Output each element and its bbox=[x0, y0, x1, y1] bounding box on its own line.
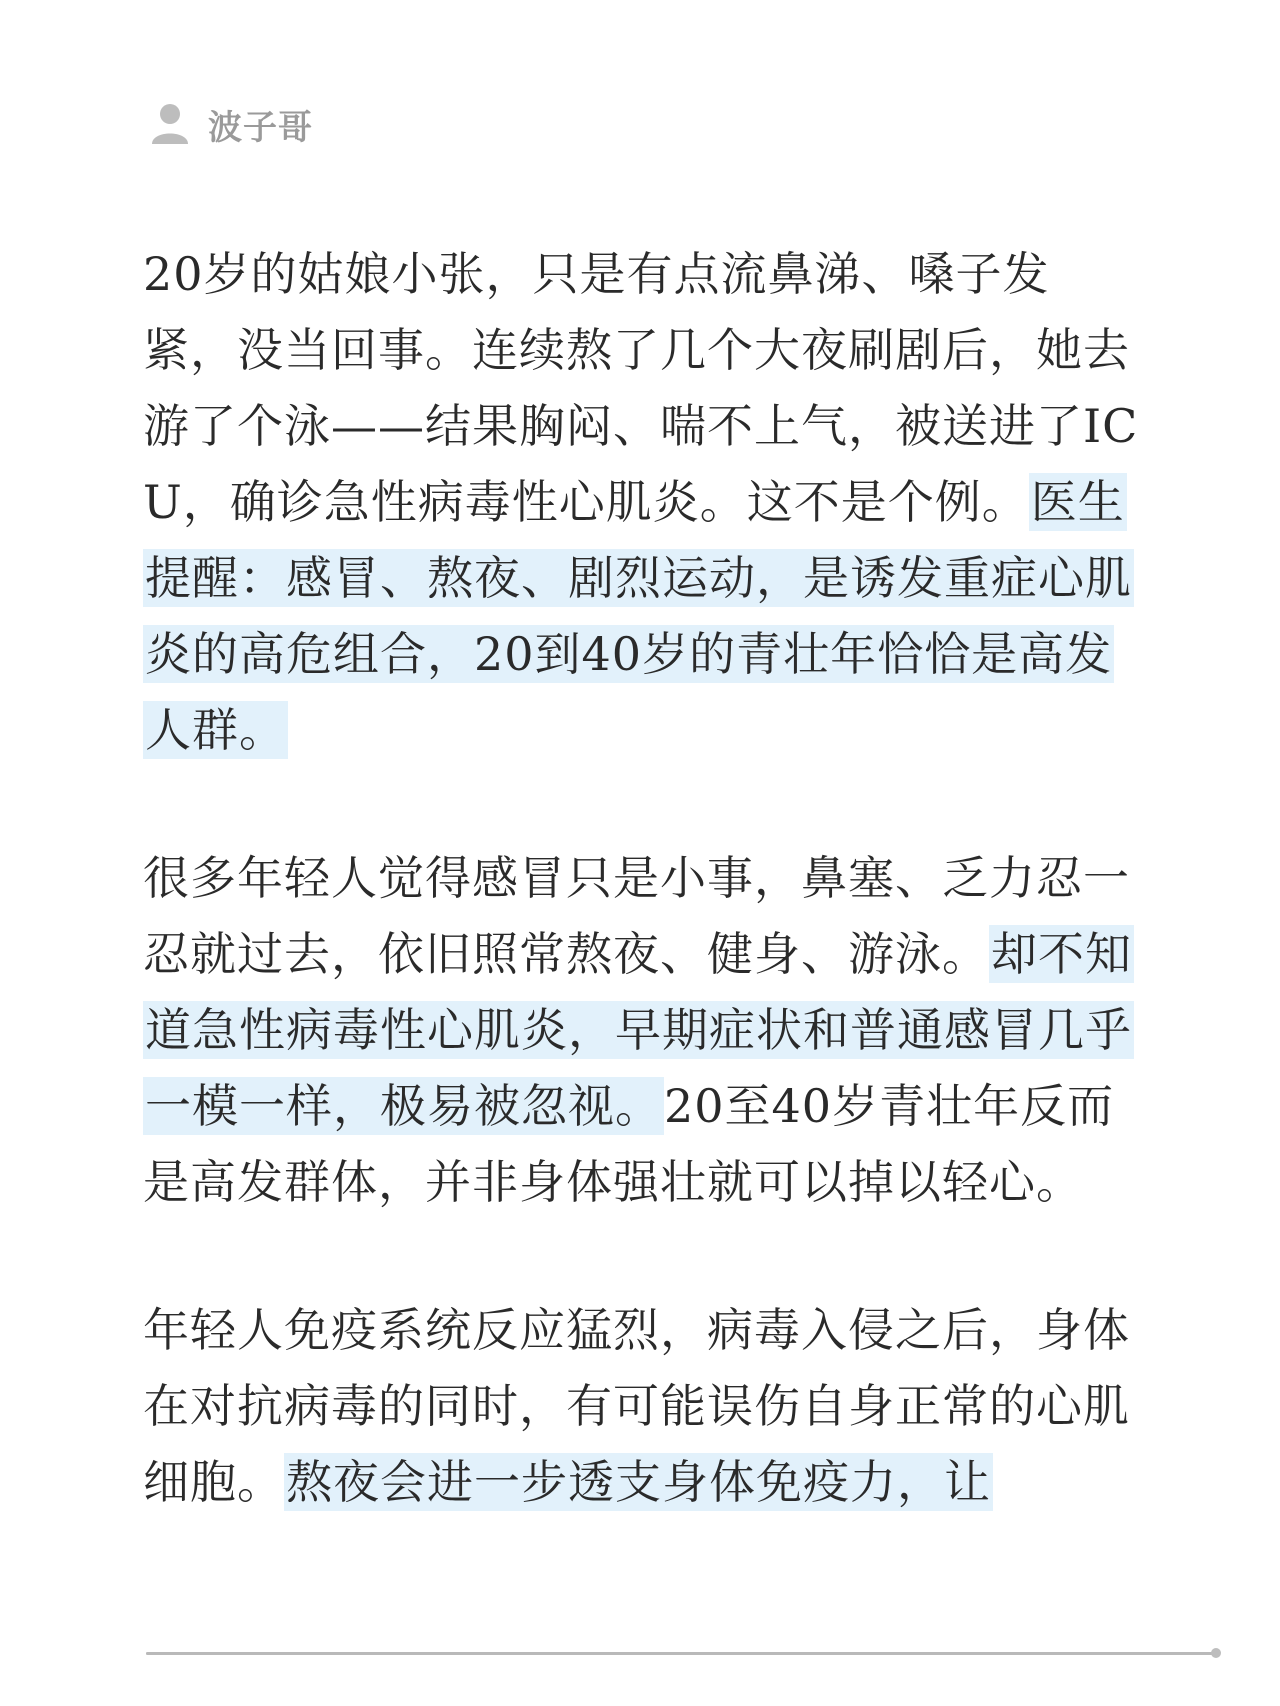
author-bar[interactable] bbox=[150, 96, 313, 152]
reading-progress-knob[interactable] bbox=[1211, 1648, 1221, 1658]
paragraph-3 bbox=[143, 1292, 1143, 1520]
paragraph-3-text: 年轻人免疫系统反应猛烈，病毒入侵之后，身体在对抗病毒的同时，有可能误伤自身正常的心肌细胞。 bbox=[143, 1303, 1130, 1509]
paragraph-2-after: 20至40岁青壮年反而是高发群体，并非身体强壮就可以掉以轻心。 bbox=[143, 1079, 1115, 1209]
paragraph-2 bbox=[143, 840, 1143, 1220]
article-body bbox=[143, 236, 1143, 1592]
user-icon bbox=[150, 102, 190, 146]
paragraph-1-text: 20岁的姑娘小张，只是有点流鼻涕、嗓子发紧，没当回事。连续熬了几个大夜刷剧后，她去游了个泳——结果胸闷、喘不上气，被送进了ICU，确诊急性病毒性心肌炎。这不是个例。 bbox=[143, 247, 1139, 529]
reading-progress-bar[interactable] bbox=[146, 1652, 1216, 1655]
author-name[interactable]: 波子哥 bbox=[208, 107, 313, 148]
paragraph-1-highlight: 医生提醒：感冒、熬夜、剧烈运动，是诱发重症心肌炎的高危组合，20到40岁的青壮年恰恰是高发人群。 bbox=[145, 475, 1132, 757]
paragraph-1 bbox=[143, 236, 1143, 768]
paragraph-2-highlight: 却不知道急性病毒性心肌炎，早期症状和普通感冒几乎一模一样，极易被忽视。 bbox=[145, 927, 1132, 1133]
paragraph-2-text: 很多年轻人觉得感冒只是小事，鼻塞、乏力忍一忍就过去，依旧照常熬夜、健身、游泳。 bbox=[143, 851, 1130, 981]
paragraph-3-highlight: 熬夜会进一步透支身体免疫力，让 bbox=[286, 1455, 991, 1509]
reading-progress-fill bbox=[146, 1652, 1216, 1655]
